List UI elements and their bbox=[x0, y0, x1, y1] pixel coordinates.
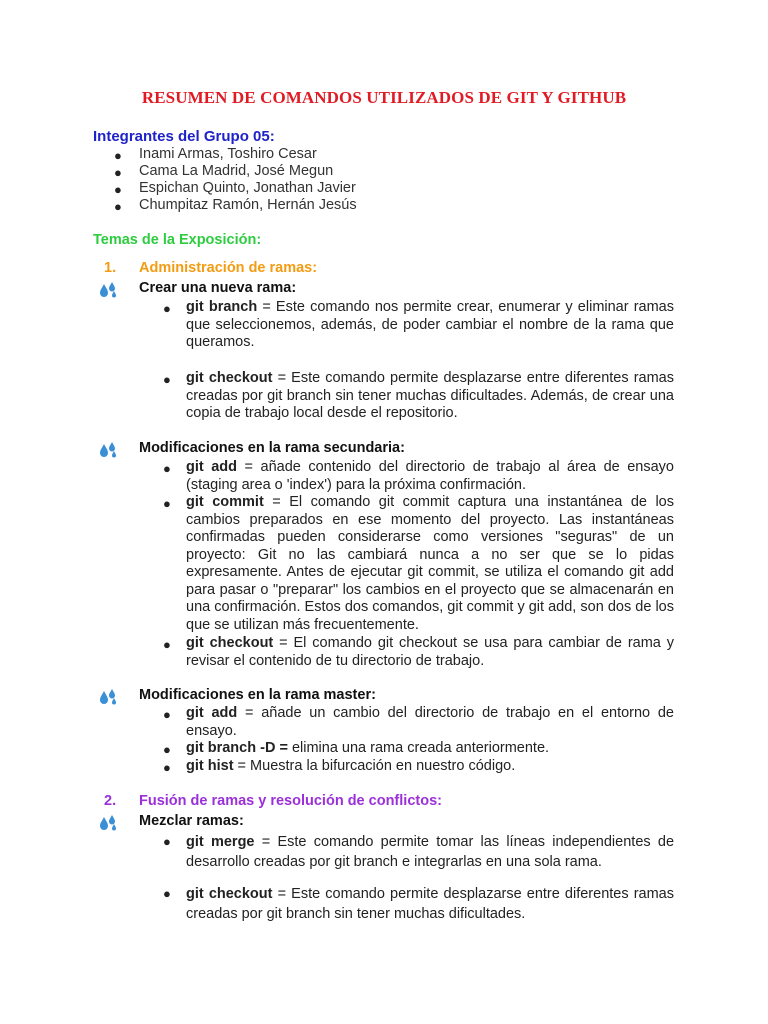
command-name: git branch bbox=[186, 299, 258, 315]
bullet-icon: ● bbox=[163, 637, 171, 652]
droplets-icon bbox=[97, 281, 119, 299]
command-description: = Muestra la bifurcación en nuestro código. bbox=[233, 758, 516, 774]
command-item bbox=[186, 299, 674, 352]
section-number: 2. bbox=[104, 793, 117, 809]
bullet-icon: ● bbox=[163, 301, 171, 316]
command-name: git branch -D = bbox=[186, 740, 288, 756]
subsection-title: Mezclar ramas: bbox=[139, 813, 244, 829]
command-name: git add bbox=[186, 705, 238, 721]
command-item bbox=[186, 370, 674, 423]
bullet-icon: ● bbox=[163, 461, 171, 476]
bullet-icon: ● bbox=[114, 148, 122, 163]
command-item bbox=[186, 758, 674, 776]
member-item: Cama La Madrid, José Megun bbox=[139, 163, 334, 179]
command-item bbox=[186, 832, 674, 872]
command-name: git checkout bbox=[186, 635, 274, 651]
command-item bbox=[186, 494, 674, 634]
command-item bbox=[186, 459, 674, 494]
bullet-icon: ● bbox=[114, 182, 122, 197]
command-name: git merge bbox=[186, 834, 255, 850]
command-name: git commit bbox=[186, 494, 264, 510]
droplets-icon bbox=[97, 814, 119, 832]
command-name: git checkout bbox=[186, 886, 273, 902]
document-title: RESUMEN DE COMANDOS UTILIZADOS DE GIT Y GITHUB bbox=[141, 88, 627, 107]
command-description: = añade contenido del directorio de trabajo al área de ensayo (staging area o 'index') para la próxima confirmación. bbox=[186, 459, 674, 493]
bullet-icon: ● bbox=[163, 834, 171, 849]
command-item bbox=[186, 740, 674, 758]
command-description: = Este comando nos permite crear, enumerar y eliminar ramas que seleccionemos, además, de poder cambiar el nombre de la rama que queramos. bbox=[186, 299, 674, 350]
bullet-icon: ● bbox=[114, 199, 122, 214]
command-description: = El comando git commit captura una instantánea de los cambios preparados en ese momento del proyecto. Las instantáneas confirmadas pueden considerarse como versiones "seguras" de un proyecto: Git no las cambiará nunca a no ser que se lo pidas expresamente. Antes de ejecutar git commit, se utiliza el comando git add para pasar o "preparar" los cambios en el proyecto que se almacenarán en una confirmación. Estos dos comandos, git commit y git add, son dos de los que se utilizan más frecuentemente. bbox=[186, 494, 674, 633]
subsection-title: Modificaciones en la rama master: bbox=[139, 687, 376, 703]
bullet-icon: ● bbox=[114, 165, 122, 180]
bullet-icon: ● bbox=[163, 707, 171, 722]
command-description: = Este comando permite desplazarse entre diferentes ramas creadas por git branch sin tener muchas dificultades. bbox=[186, 886, 674, 922]
bullet-icon: ● bbox=[163, 886, 171, 901]
droplets-icon bbox=[97, 688, 119, 706]
member-item: Espichan Quinto, Jonathan Javier bbox=[139, 180, 356, 196]
command-item bbox=[186, 705, 674, 740]
command-description: = Este comando permite desplazarse entre diferentes ramas creadas por git branch sin tener muchas dificultades. Además, de crear una copia de trabajo local desde el repositorio. bbox=[186, 370, 674, 421]
command-name: git hist bbox=[186, 758, 234, 774]
command-item bbox=[186, 635, 674, 670]
member-item: Chumpitaz Ramón, Hernán Jesús bbox=[139, 197, 357, 213]
command-description: = El comando git checkout se usa para cambiar de rama y revisar el contenido de tu directorio de trabajo. bbox=[186, 635, 674, 669]
temas-heading: Temas de la Exposición: bbox=[93, 232, 262, 248]
command-item bbox=[186, 884, 674, 924]
section-title: Administración de ramas: bbox=[139, 260, 318, 276]
integrantes-heading: Integrantes del Grupo 05: bbox=[93, 128, 275, 145]
bullet-icon: ● bbox=[163, 496, 171, 511]
subsection-title: Crear una nueva rama: bbox=[139, 280, 297, 296]
command-name: git add bbox=[186, 459, 238, 475]
bullet-icon: ● bbox=[163, 760, 171, 775]
section-title: Fusión de ramas y resolución de conflictos: bbox=[139, 793, 442, 809]
section-number: 1. bbox=[104, 260, 117, 276]
bullet-icon: ● bbox=[163, 742, 171, 757]
droplets-icon bbox=[97, 441, 119, 459]
bullet-icon: ● bbox=[163, 372, 171, 387]
subsection-title: Modificaciones en la rama secundaria: bbox=[139, 440, 405, 456]
command-description: = añade un cambio del directorio de trabajo en el entorno de ensayo. bbox=[186, 705, 674, 739]
command-description: = Este comando permite tomar las líneas independientes de desarrollo creadas por git branch e integrarlas en una sola rama. bbox=[186, 834, 675, 870]
command-description: elimina una rama creada anteriormente. bbox=[287, 740, 550, 756]
member-item: Inami Armas, Toshiro Cesar bbox=[139, 146, 317, 162]
command-name: git checkout bbox=[186, 370, 273, 386]
